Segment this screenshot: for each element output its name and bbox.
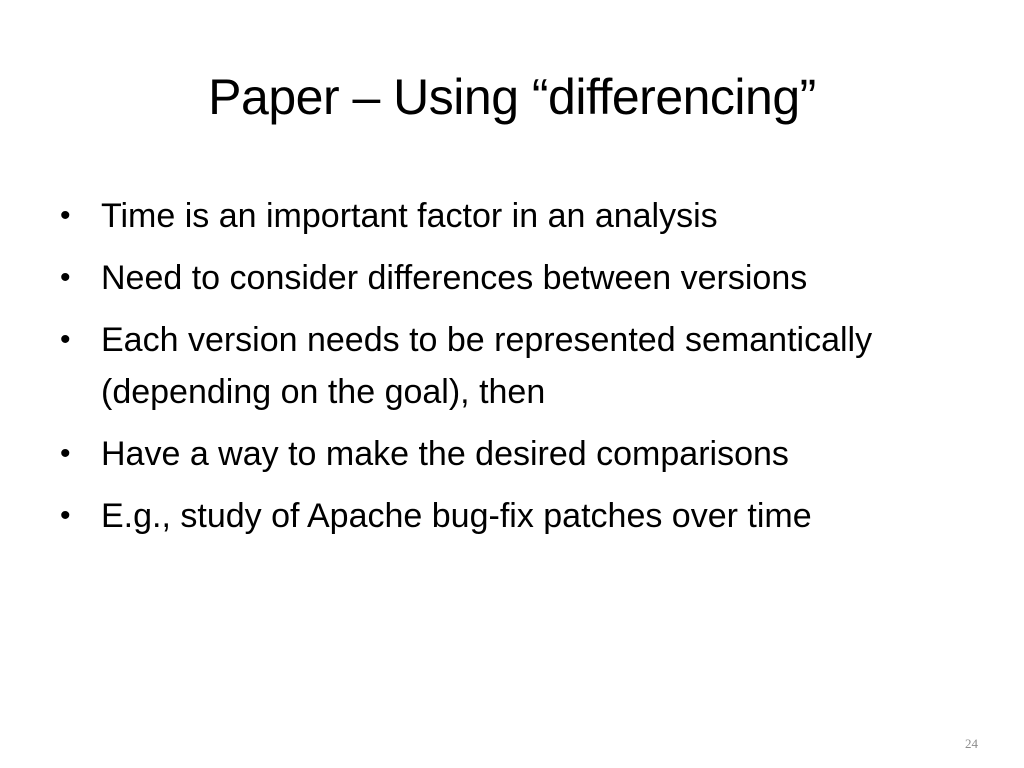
bullet-icon: • [60,437,71,470]
bullet-icon: • [60,499,71,532]
bullet-icon: • [60,261,71,294]
bullet-item [60,314,960,418]
bullet-text: Need to consider differences between versions [101,259,808,297]
bullet-icon: • [60,199,71,232]
bullet-text: E.g., study of Apache bug-fix patches over time [101,497,812,535]
bullet-item [60,252,960,304]
bullet-list [60,190,960,552]
slide-title: Paper – Using “differencing” [208,69,816,125]
bullet-text: Time is an important factor in an analysis [101,197,718,235]
bullet-item [60,190,960,242]
bullet-text: Each version needs to be represented semantically (depending on the goal), then [101,321,873,411]
bullet-item [60,490,960,542]
bullet-item [60,428,960,480]
slide-number: 24 [965,736,978,751]
bullet-text: Have a way to make the desired comparisons [101,435,789,473]
bullet-icon: • [60,323,71,356]
